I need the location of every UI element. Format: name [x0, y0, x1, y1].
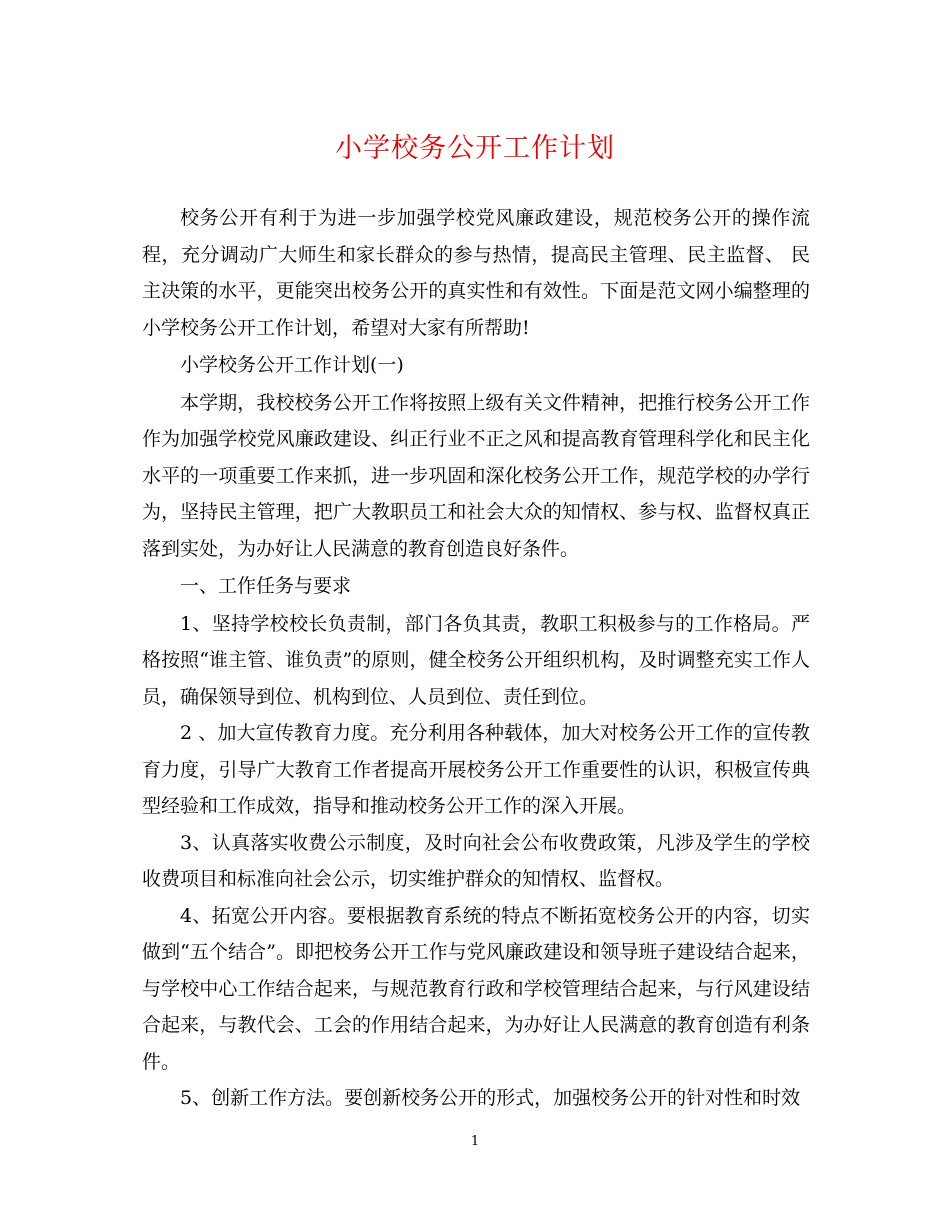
document-body	[142, 200, 810, 1117]
body-paragraph: 本学期，我校校务公开工作将按照上级有关文件精神，把推行校务公开工作作为加强学校党风廉政建设、纠正行业不正之风和提高教育管理科学化和民主化水平的一项重要工作来抓，进一步巩固和深化校务公开工作，规范学校的办学行为，坚持民主管理，把广大教职员工和社会大众的知情权、参与权、监督权真正落到实处，为办好让人民满意的教育创造良好条件。	[142, 391, 810, 560]
section-heading-tasks: 一、工作任务与要求	[180, 575, 352, 597]
list-item-4: 4、拓宽公开内容。要根据教育系统的特点不断拓宽校务公开的内容，切实做到“五个结合”。即把校务公开工作与党风廉政建设和领导班子建设结合起来，与学校中心工作结合起来，与规范教育行政和学校管理结合起来，与行风建设结合起来，与教代会、工会的作用结合起来，为办好让人民满意的教育创造有利条件。	[142, 904, 810, 1073]
list-item-5: 5、创新工作方法。要创新校务公开的形式，加强校务公开的针对性和时效	[180, 1087, 801, 1109]
document-title: 小学校务公开工作计划	[335, 133, 615, 164]
list-item-1: 1、坚持学校校长负责制，部门各负其责，教职工积极参与的工作格局。严格按照“谁主管、谁负责”的原则，健全校务公开组织机构，及时调整充实工作人员，确保领导到位、机构到位、人员到位、责任到位。	[142, 612, 810, 708]
list-item-3: 3、认真落实收费公示制度，及时向社会公布收费政策，凡涉及学生的学校收费项目和标准向社会公示，切实维护群众的知情权、监督权。	[142, 831, 810, 890]
section-heading-plan-one: 小学校务公开工作计划(一)	[180, 354, 404, 376]
list-item-2: 2 、加大宣传教育力度。充分利用各种载体，加大对校务公开工作的宣传教育力度，引导广大教育工作者提高开展校务公开工作重要性的认识，积极宣传典型经验和工作成效，指导和推动校务公开工作的深入开展。	[142, 722, 810, 817]
page-number: 1	[470, 1134, 480, 1149]
intro-paragraph: 校务公开有利于为进一步加强学校党风廉政建设，规范校务公开的操作流程，充分调动广大师生和家长群众的参与热情，提高民主管理、民主监督、 民主决策的水平，更能突出校务公开的真实性和有效性。下面是范文网小编整理的小学校务公开工作计划，希望对大家有所帮助!	[142, 207, 810, 339]
